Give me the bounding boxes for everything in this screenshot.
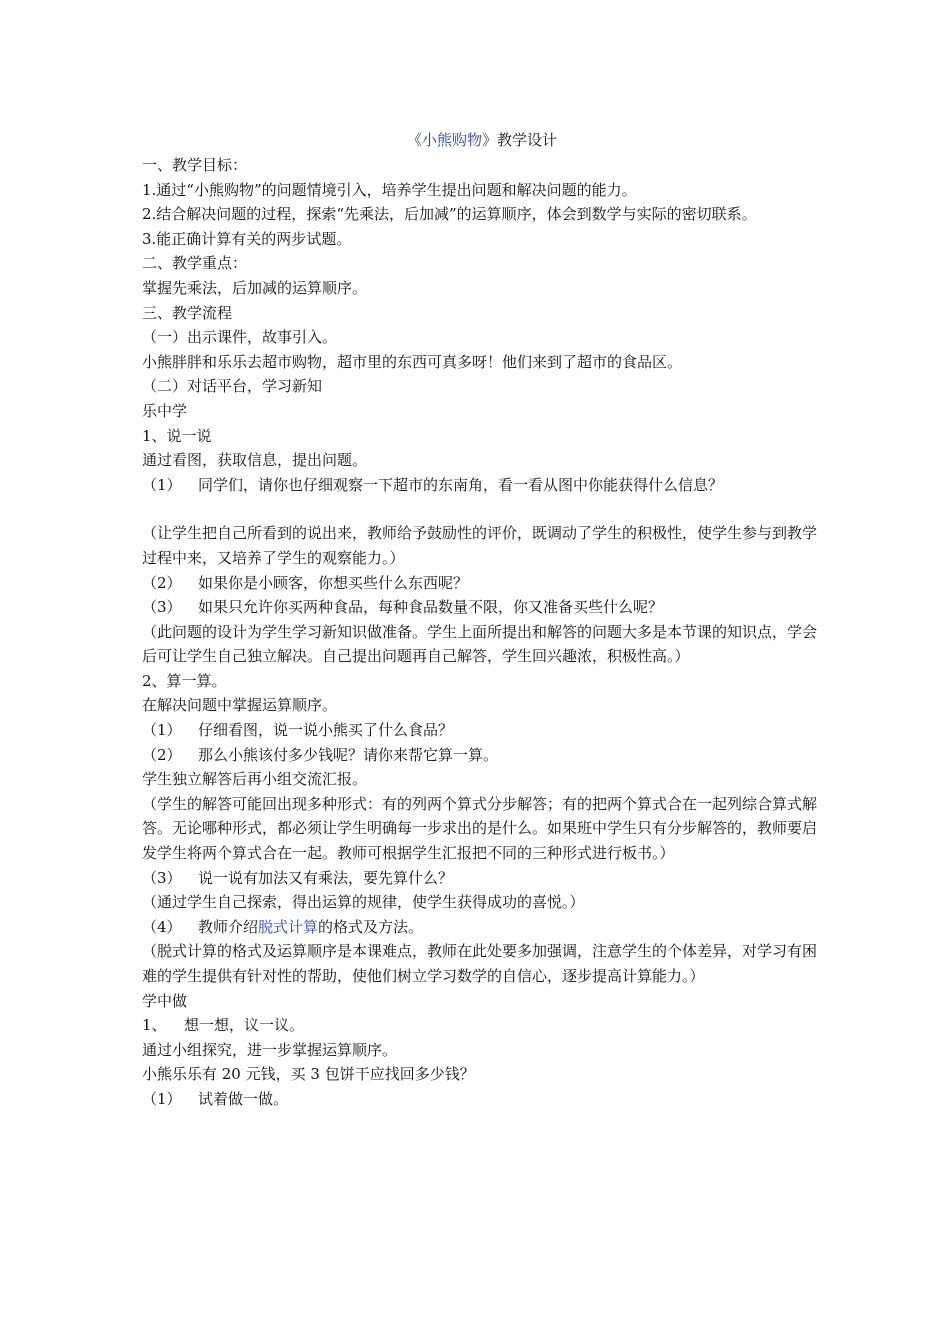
question-number: （1） — [142, 475, 182, 494]
try-question-1 — [142, 1087, 822, 1112]
note-1: （让学生把自己所看到的说出来，教师给予鼓励性的评价，既调动了学生的积极性，使学生参与到教学过程中来，又培养了学生的观察能力。） — [142, 524, 818, 567]
activity-think — [142, 1013, 822, 1038]
document-page — [142, 128, 822, 1112]
note-2: （此问题的设计为学生学习新知识做准备。学生上面所提出和解答的问题大多是本节课的知识点，学会后可让学生自己独立解决。自己提出问题再自己解答，学生回兴趣浓，积极性高。） — [142, 622, 818, 666]
problem-text: 小熊乐乐有 20 元钱，买 3 包饼干应找回多少钱？ — [142, 1065, 475, 1084]
question-number: （3） — [142, 598, 182, 617]
question-text-b: 的格式及方法。 — [318, 917, 424, 936]
step-one-heading: （一）出示课件，故事引入。 — [142, 328, 338, 347]
activity-say-desc: 通过看图，获取信息，提出问题。 — [142, 451, 368, 470]
step-two-heading: （二）对话平台，学习新知 — [142, 377, 323, 396]
question-text: 那么小熊该付多少钱呢？请你来帮它算一算。 — [198, 745, 499, 764]
section-heading-focus: 二、教学重点： — [142, 254, 248, 273]
section-heading-goals: 一、教学目标： — [142, 156, 248, 174]
title-link[interactable]: 小熊购物 — [421, 131, 482, 149]
calc-question-3 — [142, 866, 822, 891]
goal-1: 1.通过“小熊购物”的问题情境引入，培养学生提出问题和解决问题的能力。 — [142, 180, 637, 199]
calc-question-4 — [142, 915, 822, 940]
question-number: （4） — [142, 917, 182, 936]
note-3: （学生的解答可能回出现多种形式：有的列两个算式分步解答；有的把两个算式合在一起列综合算式解答。无论哪种形式，都必须让学生明确每一步求出的是什么。如果班中学生只有分步解答的，教师要启发学生将两个算式合在一起。教师可根据学生汇报把不同的三种形式进行板书。） — [142, 794, 818, 863]
subsection-learn: 乐中学 — [142, 401, 188, 420]
question-text-a: 教师介绍 — [198, 917, 259, 936]
activity-calc-desc: 在解决问题中掌握运算顺序。 — [142, 696, 338, 715]
question-number: （1） — [142, 721, 182, 740]
question-1 — [142, 473, 822, 498]
section-heading-flow: 三、教学流程 — [142, 303, 233, 322]
focus-text: 掌握先乘法，后加减的运算顺序。 — [142, 278, 368, 297]
question-text: 说一说有加法又有乘法，要先算什么？ — [198, 868, 454, 887]
question-text: 如果你是小顾客，你想买些什么东西呢？ — [198, 573, 469, 592]
question-number: （3） — [142, 868, 182, 887]
question-number: （1） — [142, 1089, 182, 1108]
subsection-do: 学中做 — [142, 991, 188, 1010]
title-suffix: 》教学设计 — [482, 131, 558, 149]
activity-say: 1、说一说 — [142, 426, 212, 445]
question-2 — [142, 571, 822, 596]
question-text: 同学们，请你也仔细观察一下超市的东南角，看一看从图中你能获得什么信息？ — [198, 475, 724, 494]
question-3 — [142, 595, 822, 620]
question-text: 仔细看图，说一说小熊买了什么食品？ — [198, 721, 454, 740]
blank-line — [142, 497, 822, 521]
question-text: 试着做一做。 — [198, 1089, 289, 1108]
note-4: （通过学生自己探索，得出运算的规律，使学生获得成功的喜悦。） — [142, 893, 585, 912]
question-number: （2） — [142, 573, 182, 592]
note-5: （脱式计算的格式及运算顺序是本课难点，教师在此处要多加强调，注意学生的个体差异，对学习有困难的学生提供有针对性的帮助，使他们树立学习数学的自信心，逐步提高计算能力。） — [142, 942, 818, 985]
item-number: 1、 — [142, 1016, 167, 1035]
tuoshi-link[interactable]: 脱式计算 — [258, 917, 319, 936]
activity-calc: 2、算一算。 — [142, 671, 227, 690]
calc-question-1 — [142, 718, 822, 743]
title-prefix: 《 — [406, 131, 422, 149]
group-report: 学生独立解答后再小组交流汇报。 — [142, 770, 368, 789]
goal-3: 3.能正确计算有关的两步试题。 — [142, 229, 352, 248]
goal-2: 2.结合解决问题的过程，探索“先乘法，后加减”的运算顺序，体会到数学与实际的密切联系。 — [142, 205, 757, 224]
document-title — [142, 128, 822, 152]
activity-think-desc: 通过小组探究，进一步掌握运算顺序。 — [142, 1040, 398, 1059]
calc-question-2 — [142, 743, 822, 768]
item-text: 想一想，议一议。 — [184, 1016, 305, 1035]
question-text: 如果只允许你买两种食品，每种食品数量不限，你又准备买些什么呢？ — [198, 598, 664, 617]
question-number: （2） — [142, 745, 182, 764]
story-text: 小熊胖胖和乐乐去超市购物，超市里的东西可真多呀！他们来到了超市的食品区。 — [142, 352, 683, 371]
